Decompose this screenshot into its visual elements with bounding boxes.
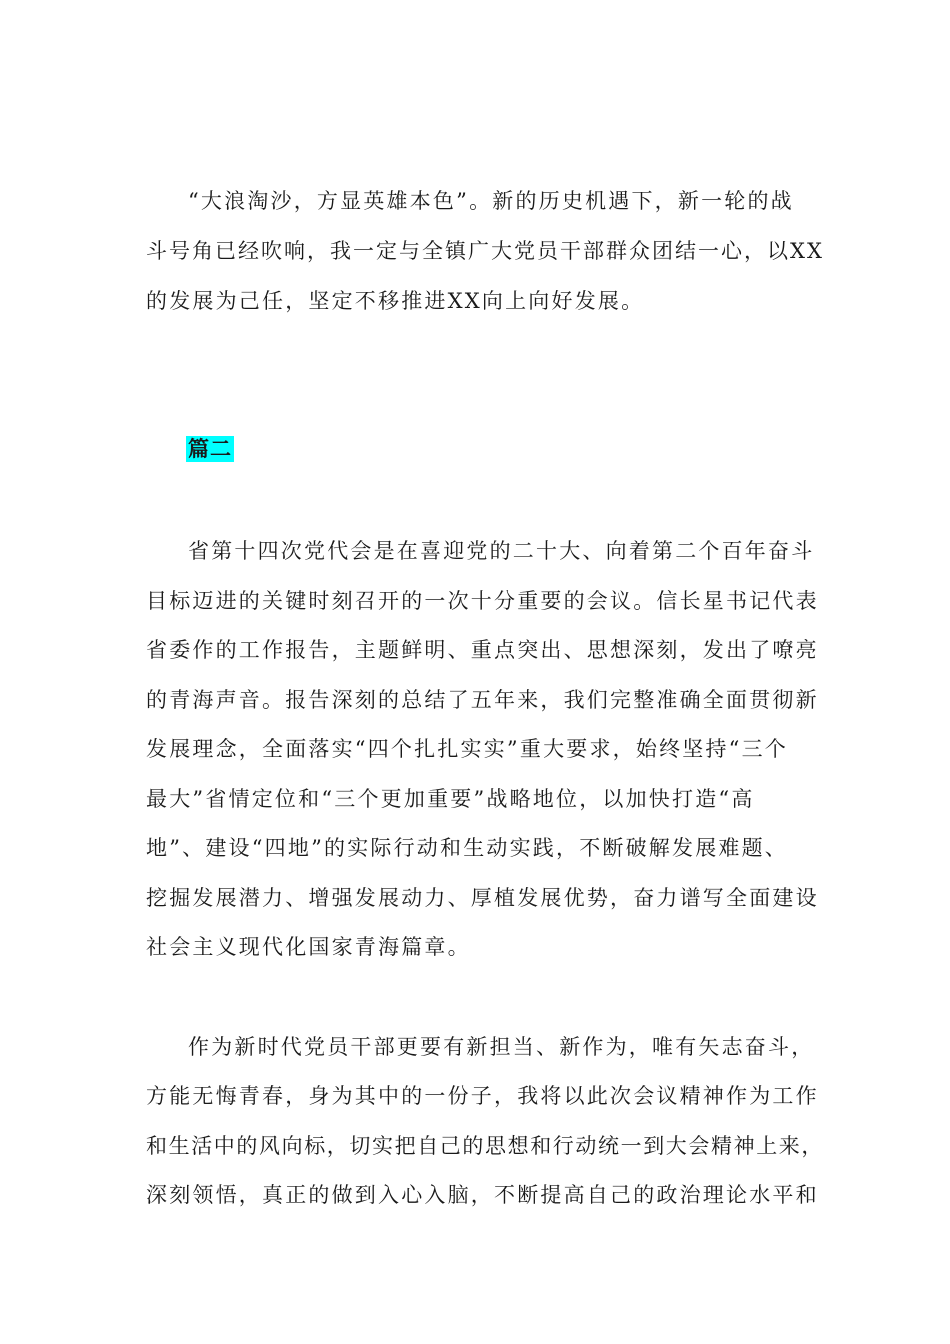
- paragraph-2-line-1: 省第十四次党代会是在喜迎党的二十大、向着第二个百年奋斗: [188, 539, 815, 563]
- paragraph-2-line-2: 目标迈进的关键时刻召开的一次十分重要的会议。信长星书记代表: [146, 589, 819, 613]
- paragraph-2-line-5: 发展理念，全面落实“四个扎扎实实”重大要求，始终坚持“三个: [146, 737, 789, 761]
- paragraph-2-line-9: 社会主义现代化国家青海篇章。: [146, 935, 471, 959]
- paragraph-3-line-4: 深刻领悟，真正的做到入心入脑，不断提高自己的政治理论水平和: [146, 1183, 819, 1207]
- paragraph-2-line-8: 挖掘发展潜力、增强发展动力、厚植发展优势，奋力谱写全面建设: [146, 886, 819, 910]
- paragraph-3-line-3: 和生活中的风向标，切实把自己的思想和行动统一到大会精神上来，: [146, 1134, 824, 1158]
- paragraph-2-line-7: 地”、建设“四地”的实际行动和生动实践，不断破解发展难题、: [146, 836, 789, 860]
- paragraph-3-line-1: 作为新时代党员干部更要有新担当、新作为，唯有矢志奋斗，: [188, 1035, 815, 1059]
- paragraph-1-line-3: 的发展为己任，坚定不移推进XX向上向好发展。: [146, 289, 645, 313]
- section-heading: 篇二: [188, 436, 232, 461]
- paragraph-1-line-1: “大浪淘沙，方显英雄本色”。新的历史机遇下，新一轮的战: [188, 189, 794, 213]
- paragraph-3-line-2: 方能无悔青春，身为其中的一份子，我将以此次会议精神作为工作: [146, 1084, 819, 1108]
- paragraph-1-line-2: 斗号角已经吹响，我一定与全镇广大党员干部群众团结一心，以XX: [146, 239, 824, 263]
- paragraph-2-line-4: 的青海声音。报告深刻的总结了五年来，我们完整准确全面贯彻新: [146, 688, 819, 712]
- paragraph-2-line-3: 省委作的工作报告，主题鲜明、重点突出、思想深刻，发出了嘹亮: [146, 638, 819, 662]
- paragraph-2-line-6: 最大”省情定位和“三个更加重要”战略地位，以加快打造“高: [146, 787, 755, 811]
